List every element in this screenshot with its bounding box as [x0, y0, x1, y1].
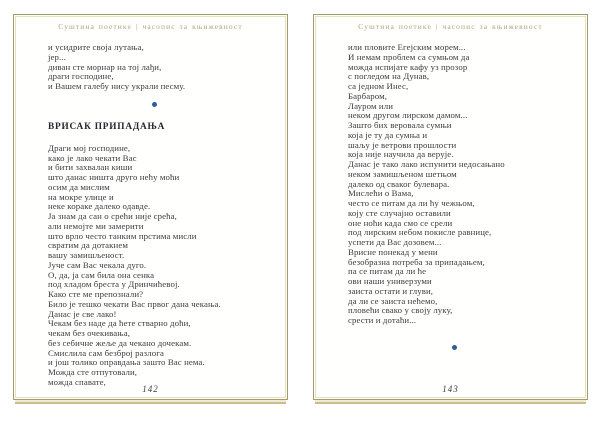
poem-line: О, да, ја сам била она сенка [48, 269, 155, 280]
poem-line: шаљу је ветрови прошлости [348, 139, 457, 150]
poem-line: и усидрите своја лутања, [48, 42, 144, 52]
poem-line: под хладом бреста у Дринчићевој. [48, 279, 180, 290]
poem-line: која је ту да сумња и [348, 129, 428, 140]
poem-line: под лирским небом покисле равнице, [348, 227, 492, 238]
poem-line: Смислила сам безброј разлога [48, 347, 164, 358]
poem-line: срести и дотаћи... [348, 315, 417, 325]
poem-line: Данас је тако лако испунити недосањано [348, 159, 505, 169]
poem-line: можда спавате, [48, 376, 106, 387]
poem-line: Барбаром, [348, 90, 388, 101]
poem-line: неке кораке далеко одавде. [48, 201, 151, 212]
poem-line: коју сте случајно оставили [348, 207, 451, 218]
poem-line: Ја знам да сан о срећи није срећа, [48, 211, 177, 221]
poem-line: драги господине, [48, 71, 114, 82]
page-right-content [348, 43, 573, 350]
poem-line: оне ноћи када смо се срели [348, 217, 453, 228]
page-left [13, 14, 288, 400]
intro-stanza [48, 43, 273, 92]
poem-line: Било је тешко чекати Вас првог дана чекања. [48, 298, 221, 309]
poem-line: Драги мој господине, [48, 142, 131, 153]
poem-line: Можда сте отпутовали, [48, 367, 138, 377]
poem-line: успети да Вас дозовем... [348, 237, 442, 247]
poem-line: јер... [48, 51, 66, 62]
page-right [313, 14, 588, 400]
poem-stanza-left [48, 144, 273, 388]
poem-line: често се питам да ли ћу чежњом, [348, 198, 475, 208]
poem-line: на мокре улице и [48, 191, 114, 202]
poem-stanza-right [348, 43, 573, 326]
poem-line: Чекам без наде да ћете стварно доћи, [48, 318, 191, 329]
poem-line: која није научила да верује. [348, 149, 454, 160]
poem-line: са једном Инес, [348, 81, 409, 91]
separator-dot-icon [452, 345, 457, 350]
poem-line: Данас је све лако! [48, 308, 117, 319]
poem-line: можда испијате кафу уз прозор [348, 61, 468, 72]
poem-line: што данас ништа друго нећу моћи [48, 172, 180, 182]
poem-line: диван сте морнар на тој лађи, [48, 61, 162, 72]
poem-line: Мислећи о Вама, [348, 188, 414, 199]
page-number-left: 142 [142, 384, 159, 394]
poem-line: заиста остати и глуви, [348, 285, 434, 296]
poem-line: неком замишљеном шетњом [348, 168, 457, 179]
poem-line: безобразна потреба за припадањем, [348, 256, 485, 267]
poem-line: Лауром или [348, 100, 394, 111]
poem-line: па се питам да ли ће [348, 266, 427, 277]
page-left-content [48, 43, 273, 388]
section-separator [48, 102, 260, 107]
poem-line: вашу замишљеност. [48, 250, 125, 260]
poem-line: што врло често танким прстима мисли [48, 230, 197, 241]
poem-line: Врисне понекад у мени [348, 246, 438, 257]
poem-line: пловећи свако у своју луку, [348, 305, 453, 316]
poem-line: неком другом лирском дамом... [348, 110, 468, 121]
separator-dot-icon [152, 102, 157, 107]
journal-header-right: Суштина поетике | часопис за књижевност [358, 22, 543, 31]
poem-line: или пловите Егејским морем... [348, 42, 466, 52]
poem-line: и Вашем галебу нису украли песму. [48, 81, 186, 91]
book-spread [13, 14, 588, 400]
poem-line: Јуче сам Вас чекала дуго. [48, 259, 147, 270]
poem-line: да ли се заиста нећемо, [348, 295, 438, 306]
poem-line: чекам без очекивања, [48, 328, 131, 338]
poem-line: далеко од сваког булевара. [348, 178, 450, 189]
journal-header-left: Суштина поетике | часопис за књижевност [58, 22, 243, 31]
poem-line: ови наши универзуми [348, 276, 432, 286]
poem-line: осим да мислим [48, 181, 110, 192]
poem-line: свратим да дотакнем [48, 240, 128, 251]
poem-line: с погледом на Дунав, [348, 71, 430, 82]
poem-line: и бити захвалан киши [48, 162, 133, 173]
poem-line: без себичне жеље да чекано дочекам. [48, 337, 192, 348]
poem-line: И немам проблем са сумњом да [348, 51, 470, 62]
page-number-right: 143 [442, 384, 459, 394]
poem-line: Зашто бих веровала сумњи [348, 120, 452, 130]
section-separator [348, 345, 560, 350]
poem-line: Како сте ме препознали? [48, 289, 144, 299]
poem-title: ВРИСАК ПРИПАДАЊА [48, 121, 166, 132]
poem-line: али немојте ми замерити [48, 220, 144, 231]
poem-line: и још толико оправдања зашто Вас нема. [48, 357, 205, 368]
poem-line: како је лако чекати Вас [48, 152, 137, 163]
